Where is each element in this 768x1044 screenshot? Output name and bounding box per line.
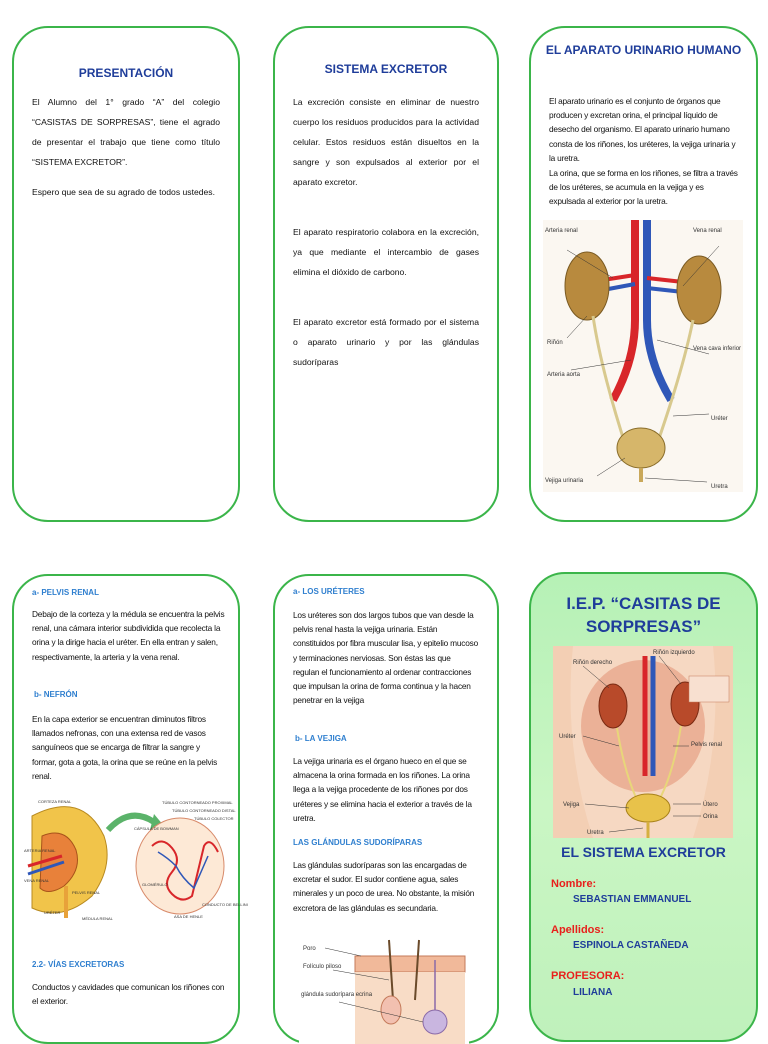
label-vena-renal: Vena renal [693, 228, 722, 234]
label-foliculo: Folículo piloso [303, 964, 342, 970]
label-glomerulo: GLOMÉRULO [142, 882, 168, 887]
vejiga-heading: b- LA VEJIGA [295, 734, 347, 743]
pelvis-text: Debajo de la corteza y la médula se encuentra la pelvis renal, una cámara interior subdividida que recolecta la orina y la dirige hacia el uréter. En ella entran y salen, respectivamente, la arteria y la vena renal. [32, 609, 225, 662]
urinario-title: EL APARATO URINARIO HUMANO [545, 43, 742, 57]
vias-excretoras-text: Conductos y cavidades que comunican los riñones con el exterior. [32, 982, 225, 1007]
ureteres-text: Los uréteres son dos largos tubos que van desde la pelvis renal hasta la vejiga urinaria. Están constituidos por fibra muscular lisa, y epitelio mucoso y terminaciones nerviosas. Son éstas las que regulan el funcionamiento al ordenar contracciones que impulsan la orina de forma continua y la hacen penetrar en la vejiga [293, 610, 478, 706]
skin-illustration [299, 940, 469, 1044]
sistema-text-1: La excreción consiste en eliminar de nuestro cuerpo los residuos producidos para la actividad celular. Estos residuos están disueltos en la sangre y son expulsados al exterior por el aparato excretor. [293, 97, 479, 187]
pelvis-heading: a- PELVIS RENAL [32, 588, 99, 597]
apellidos-label: Apellidos: [551, 924, 605, 936]
panel-sistema-excretor [273, 26, 499, 522]
label-arteria-renal-2: ARTERIA RENAL [24, 848, 56, 853]
profesora-value: LILIANA [573, 987, 613, 998]
label-capsula: CÁPSULA DE BOWMAN [134, 826, 179, 831]
label-poro: Poro [303, 946, 316, 952]
sweat-gland [423, 1010, 447, 1034]
right-kidney [677, 256, 721, 324]
school-name: I.E.P. “CASITAS DE SORPRESAS” [566, 594, 721, 636]
label-arteria-renal: Arteria renal [545, 228, 578, 234]
panel-cover [529, 572, 758, 1042]
label-arteria-aorta: Arteria aorta [547, 372, 581, 378]
label-conducto-bellini: CONDUCTO DE BELLINI [202, 902, 248, 907]
label-uretra-cover: Uretra [587, 830, 604, 836]
presentacion-text-1: El Alumno del 1° grado “A” del colegio “CASISTAS DE SORPRESAS”, tiene el agrado de presentar el trabajo que tiene como título “SISTEMA EXCRETOR”. [32, 97, 220, 167]
panel-ureteres [273, 574, 499, 1044]
urinary-system-illustration [543, 220, 743, 492]
nefron-heading: b- NEFRÓN [34, 690, 78, 699]
urinario-text-2: La orina, que se forma en los riñones, se filtra a través de los uréteres, se acumula en la vejiga y es expulsada al exterior por la uretra. [549, 168, 738, 207]
bladder-cover [626, 794, 670, 822]
subject-title: EL SISTEMA EXCRETOR [561, 844, 726, 860]
sistema-text-2: El aparato respiratorio colabora en la excreción, ya que mediante el intercambio de gases elimina el dióxido de carbono. [293, 227, 479, 277]
nephron-illustration [22, 796, 248, 921]
urinario-text-1: El aparato urinario es el conjunto de órganos que producen y excretan orina, el principal líquido de desecho del organismo. El aparato urinario humano consta de los riñones, los uréteres, la vejiga urinaria y la uretra. [549, 96, 736, 163]
right-kidney-cover [599, 684, 627, 728]
label-rinon: Riñón [547, 340, 563, 346]
glandulas-text: Las glándulas sudoríparas son las encargadas de excretar el sudor. El sudor contiene agua, sales minerales y un poco de urea. No obstante, la misión excretora de las glándulas es secundaria. [293, 860, 475, 913]
label-tubulo-proximal: TÚBULO CONTORNEADO PROXIMAL [162, 800, 233, 805]
label-rinon-derecho: Riñón derecho [573, 660, 613, 666]
apellidos-value: ESPINOLA CASTAÑEDA [573, 940, 689, 951]
glandulas-heading: LAS GLÁNDULAS SUDORÍPARAS [293, 838, 423, 847]
sistema-text-3: El aparato excretor está formado por el sistema o aparato urinario y por las glándulas sudoríparas [293, 317, 479, 367]
label-glandula: glándula sudorípara ecrina [301, 992, 373, 998]
label-orina: Orina [703, 814, 718, 820]
profesora-label: PROFESORA: [551, 970, 625, 982]
panel-aparato-urinario [529, 26, 758, 522]
label-asa-henle: ASA DE HENLE [174, 914, 203, 919]
panel-pelvis-renal [12, 574, 248, 1044]
presentacion-text-2: Espero que sea de su agrado de todos ustedes. [32, 187, 215, 197]
presentacion-title: PRESENTACIÓN [78, 66, 174, 80]
bladder [617, 428, 665, 468]
ureteres-heading: a- LOS URÉTERES [293, 587, 365, 596]
label-utero: Útero [703, 802, 718, 808]
label-tubulo-distal: TÚBULO CONTORNEADO DISTAL [172, 808, 236, 813]
label-ureter-2: URÉTER [44, 910, 61, 915]
label-vejiga: Vejiga urinaria [545, 478, 584, 484]
label-uretra: Uretra [711, 484, 728, 490]
label-vena-renal-2: VENA RENAL [24, 878, 50, 883]
label-vena-cava: Vena cava inferior [693, 346, 742, 352]
label-rinon-izquierdo: Riñón izquierdo [653, 650, 695, 656]
label-tubulo-colector: TÚBULO COLECTOR [194, 816, 234, 821]
nombre-value: SEBASTIAN EMMANUEL [573, 894, 692, 905]
nefron-text: En la capa exterior se encuentran diminutos filtros llamados nefronas, con una extensa red de vasos sanguíneos que se encarga de filtrar la sangre y formar, gota a gota, la orina que se reúne en la pelvis renal. [32, 714, 218, 781]
nombre-label: Nombre: [551, 878, 597, 890]
vejiga-text: La vejiga urinaria es el órgano hueco en el que se almacena la orina formada en los riñones. La orina llega a la vejiga procedente de los riñones por dos uréteres y se elimina hacia el exterior a través de la uretra. [293, 756, 472, 823]
label-ureter-cover: Uréter [559, 734, 576, 740]
label-pelvis-cover: Pelvis renal [691, 742, 723, 748]
label-pelvis-renal: PELVIS RENAL [72, 890, 101, 895]
label-vejiga-cover: Vejiga [563, 802, 580, 808]
panel-presentacion [12, 26, 240, 522]
sistema-title: SISTEMA EXCRETOR [324, 62, 448, 76]
label-ureter: Uréter [711, 416, 728, 422]
excretory-system-body-illustration [553, 646, 733, 838]
label-corteza: CORTEZA RENAL [38, 799, 72, 804]
vias-excretoras-heading: 2.2- VÍAS EXCRETORAS [32, 960, 125, 969]
label-medula: MÉDULA RENAL [82, 916, 113, 921]
